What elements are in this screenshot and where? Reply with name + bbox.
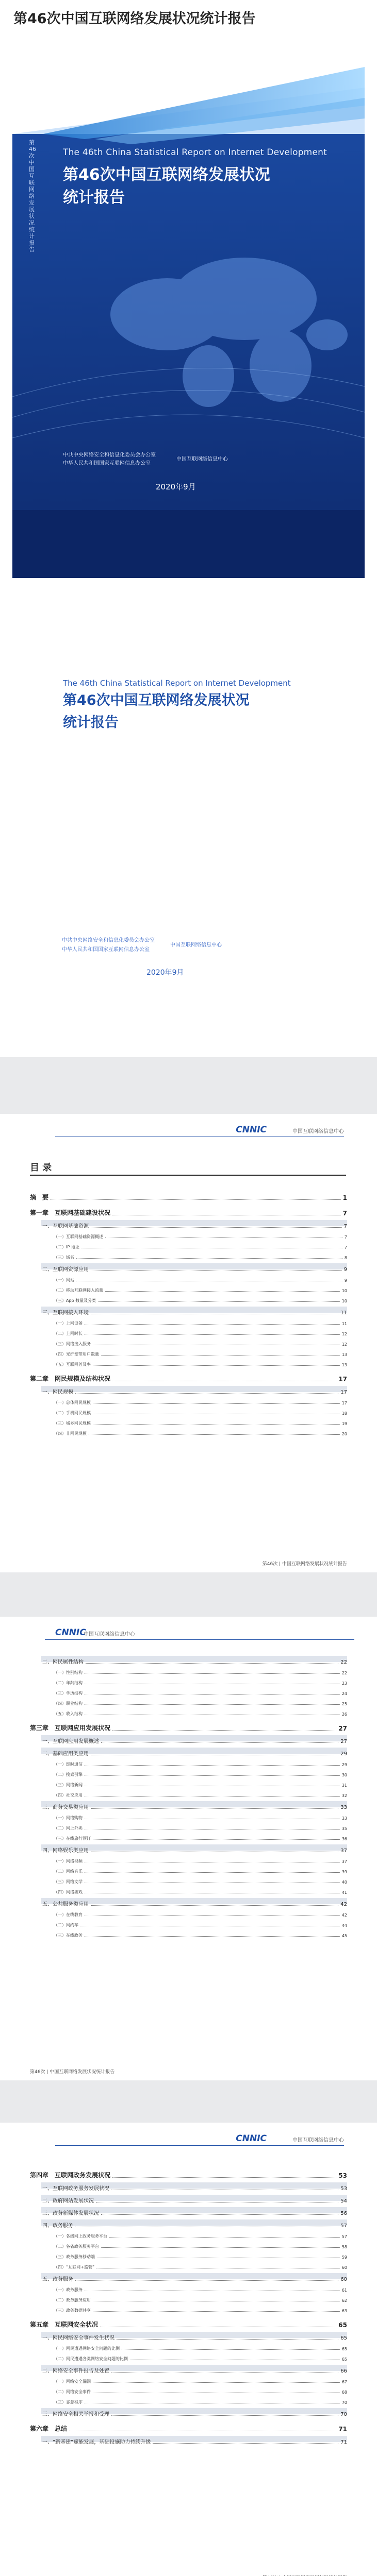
toc-entry-page: 65: [341, 2347, 347, 2351]
toc-leader-dots: [91, 1270, 342, 1271]
toc-entry-title: （一）总体网民规模: [54, 1400, 91, 1405]
toc-entry-title: 二、网络安全事件报告及处置: [42, 2368, 109, 2374]
toc-leader-dots: [122, 2349, 340, 2350]
toc-leader-dots: [85, 1872, 340, 1873]
toc-entry-page: 9: [344, 1278, 347, 1283]
toc-entry-page: 12: [341, 1332, 347, 1336]
toc-leader-dots: [85, 1334, 340, 1335]
toc-leader-dots: [75, 1393, 338, 1394]
toc-entry[interactable]: [30, 2313, 347, 2329]
title-page-issuer: 中共中央网络安全和信息化委员会办公室: [62, 938, 155, 943]
toc-entry-page: 23: [341, 1681, 347, 1686]
toc-entry-page: 65: [340, 2335, 347, 2341]
toc-leader-dots: [101, 1742, 338, 1743]
toc-entry-title: （二）网约车: [54, 1923, 78, 1927]
toc-entry[interactable]: [42, 2216, 347, 2229]
toc-entry-page: 71: [338, 2426, 347, 2433]
toc-entry[interactable]: [42, 1383, 347, 1395]
toc-entry-title: （二）网上外卖: [54, 1826, 83, 1831]
toc-entry[interactable]: [42, 1303, 347, 1316]
cover-title-line1: 第46次中国互联网络发展状况: [63, 166, 270, 184]
toc-entry-page: 70: [340, 2412, 347, 2417]
header-rule: [45, 1639, 354, 1640]
toc-entry-title: （四）“互联网+监管”: [54, 2265, 94, 2269]
toc-leader-dots: [85, 1324, 340, 1325]
toc-leader-dots: [91, 1808, 338, 1809]
toc-entry-page: 31: [341, 1783, 347, 1788]
toc-entry-title: （四）非网民规模: [54, 1431, 87, 1436]
toc-leader-dots: [91, 1905, 338, 1906]
toc-entry-title: （三）网络接入服务: [54, 1342, 91, 1346]
toc-entry-title: （二）年龄结构: [54, 1681, 83, 1685]
toc-entry-title: （一）网络视频: [54, 1859, 83, 1863]
toc-entry[interactable]: [54, 2384, 347, 2395]
toc-entry[interactable]: [54, 1706, 347, 1717]
toc-page-3: [12, 2123, 365, 2576]
toc-entry[interactable]: [54, 1767, 347, 1777]
toc-entry[interactable]: [54, 2374, 347, 2384]
toc-entry-page: 57: [341, 2234, 347, 2239]
toc-entry-page: 42: [340, 1902, 347, 1907]
toc-entry-page: 67: [341, 2380, 347, 2384]
toc-entry-title: （一）即时通信: [54, 1762, 83, 1767]
toc-entry-title: （三）网络文学: [54, 1879, 83, 1884]
toc-entry-page: 17: [341, 1401, 347, 1405]
toc-entry[interactable]: [54, 2229, 347, 2239]
toc-entry[interactable]: [54, 2341, 347, 2351]
toc-entry[interactable]: [54, 1347, 347, 1357]
toc-leader-dots: [85, 1936, 340, 1937]
toc-entry-page: 60: [340, 2277, 347, 2282]
toc-entry[interactable]: [54, 1907, 347, 1918]
toc-entry-page: 27: [340, 1739, 347, 1744]
toc-leader-dots: [101, 2214, 338, 2215]
article-title: 第46次中国互联网络发展状况统计报告: [13, 11, 256, 27]
toc-entry-title: 第一章 互联网基础建设状况: [30, 1209, 111, 1216]
toc-entry-page: 54: [340, 2198, 347, 2204]
toc-entry-page: 10: [341, 1299, 347, 1303]
page-gap: [0, 1057, 377, 1114]
toc-leader-dots: [89, 1434, 340, 1435]
toc-entry-title: 二、基础应用类应用: [42, 1751, 89, 1757]
toc-entry-page: 30: [341, 1773, 347, 1777]
toc-entry-title: 摘 要: [30, 1194, 49, 1201]
toc-entry[interactable]: [54, 1326, 347, 1336]
toc-entry-page: 68: [341, 2390, 347, 2395]
toc-entry[interactable]: [54, 1665, 347, 1675]
toc-leader-dots: [93, 2382, 340, 2383]
toc-entry-title: 一、互联网政务服务发展状况: [42, 2186, 109, 2192]
toc-leader-dots: [112, 2177, 336, 2178]
toc-leader-dots: [105, 1291, 340, 1292]
toc-entry[interactable]: [42, 2204, 347, 2216]
toc-entry-page: 24: [341, 1691, 347, 1696]
toc-entry-title: 五、公共服务类应用: [42, 1902, 89, 1907]
toc-entry-page: 12: [341, 1342, 347, 1347]
toc-entry-title: （三）在线旅行预订: [54, 1836, 91, 1841]
toc-entry-title: （二）IP 地址: [54, 1245, 79, 1249]
toc-entry[interactable]: [54, 2351, 347, 2362]
toc-entry-title: （三）域名: [54, 1255, 74, 1260]
toc-entry-page: 13: [341, 1363, 347, 1367]
toc-entry[interactable]: [42, 2270, 347, 2282]
toc-entry-title: 第二章 网民规模及结构状况: [30, 1375, 111, 1382]
toc-leader-dots: [109, 2237, 340, 2238]
toc-leader-dots: [85, 1796, 340, 1797]
toc-entry[interactable]: [42, 1732, 347, 1744]
toc-entry-title: （二）网络音乐: [54, 1869, 83, 1874]
toc-entry[interactable]: [54, 2239, 347, 2249]
toc-entry-page: 20: [341, 1432, 347, 1436]
toc-entry-title: （一）网民遭遇网络安全问题的比例: [54, 2346, 120, 2351]
toc-entry-page: 1: [342, 1194, 347, 1201]
toc-entry-title: （一）性别结构: [54, 1670, 83, 1675]
cover-issuer: 中华人民共和国国家互联网信息办公室: [63, 461, 151, 466]
toc-entry-page: 27: [338, 1725, 347, 1732]
toc-entry-page: 39: [341, 1870, 347, 1874]
toc-entry-page: 17: [338, 1376, 347, 1383]
toc-leader-dots: [93, 1424, 340, 1425]
toc-entry[interactable]: [54, 1854, 347, 1864]
toc-entry[interactable]: [54, 1696, 347, 1706]
title-page: [12, 578, 365, 1057]
toc-entry-page: 58: [341, 2245, 347, 2249]
title-page-issuer: 中国互联网络信息中心: [170, 942, 222, 948]
toc-entry-page: 13: [341, 1352, 347, 1357]
toc-entry-title: （一）政务服务: [54, 2287, 83, 2292]
toc-entry[interactable]: [30, 1201, 347, 1217]
toc-entry-page: 19: [341, 1421, 347, 1426]
toc-entry[interactable]: [54, 1810, 347, 1821]
toc-entry-page: 40: [341, 1880, 347, 1885]
toc-entry-page: 26: [341, 1712, 347, 1717]
toc-entry[interactable]: [42, 1798, 347, 1810]
toc-leader-dots: [153, 2443, 338, 2444]
toc-entry[interactable]: [30, 1367, 347, 1383]
toc-entry-page: 22: [341, 1671, 347, 1675]
toc-entry[interactable]: [54, 2303, 347, 2313]
toc-entry-title: 五、政务服务: [42, 2277, 73, 2282]
toc-entry-title: （一）互联网基础资源概述: [54, 1234, 103, 1239]
toc-page-1: CNNIC 中国互联网络信息中心 目 录 第46次 | 中国互联网络发展状况统计报告 摘 要 1 第一章 互联网基础建设状况 7 一、互联网基础资源 7 （一）互联网基础资源概述 7 （二）IP 地址 7 （三）域名 8 二、互联网资源应用 9 （一）网站 9 （二）移动互联网接入流量 10 （三）App 数量及分类 10 三、互联网接入环境 11 （一）上网设备 11 （二）上网时长 12 （三）网络接入服务 12 （四）光纤宽带用户数量 13 （五）互联网普及率 13 第二章 网民规模及结构状况 17 一、网民规模 17 （一）总体网民规模 17 （二）手机网民规模 18 （三）城乡网民规模 19 （四）非网民规模 20: [12, 1114, 365, 1572]
toc-entry-page: 18: [341, 1411, 347, 1416]
toc-entry-page: 37: [340, 1848, 347, 1854]
toc-entry-page: 7: [344, 1245, 347, 1250]
toc-entry-page: 59: [341, 2255, 347, 2260]
toc-entry-title: （三）在线政务: [54, 1933, 83, 1938]
toc-leader-dots: [85, 1704, 340, 1705]
toc-entry-page: 11: [341, 1321, 347, 1326]
toc-entry-page: 70: [341, 2400, 347, 2405]
toc-entry[interactable]: [54, 1918, 347, 1928]
toc-entry[interactable]: [54, 1395, 347, 1405]
toc-entry-title: （三）城乡网民规模: [54, 1421, 91, 1426]
toc-entry[interactable]: [30, 1717, 347, 1732]
toc-leader-dots: [117, 2339, 338, 2340]
toc-entry[interactable]: [54, 1426, 347, 1436]
toc-entry-page: 25: [341, 1702, 347, 1706]
toc-entry-page: 66: [340, 2368, 347, 2374]
toc-entry-title: 三、互联网接入环境: [42, 1310, 89, 1316]
toc-leader-dots: [51, 1199, 341, 1200]
toc-entry-title: 三、政务新媒体发展状况: [42, 2211, 99, 2216]
toc-leader-dots: [112, 1730, 336, 1731]
toc-entry-title: （四）光纤宽带用户数量: [54, 1352, 99, 1357]
title-page-title-line2: 统计报告: [63, 715, 119, 731]
toc-entry-title: 第六章 总结: [30, 2425, 68, 2432]
cover-date: 2020年9月: [156, 482, 196, 492]
toc-entry-page: 57: [340, 2223, 347, 2229]
toc-leader-dots: [111, 2415, 338, 2416]
toc-entry[interactable]: [42, 2405, 347, 2417]
toc-entry[interactable]: [54, 1273, 347, 1283]
toc-entry-page: 41: [341, 1890, 347, 1895]
toc-entry[interactable]: [54, 1405, 347, 1416]
toc-entry-title: （三）恶意程序: [54, 2400, 83, 2404]
toc-entry-title: 四、政务服务: [42, 2223, 73, 2229]
toc-entry[interactable]: [42, 2329, 347, 2341]
toc-entry-page: 53: [340, 2186, 347, 2192]
toc-entry[interactable]: [54, 1283, 347, 1293]
toc-leader-dots: [85, 1673, 340, 1674]
toc-entry-page: 9: [343, 1267, 347, 1273]
toc-entry-page: 61: [341, 2288, 347, 2293]
toc-entry-title: 一、互联网基础资源: [42, 1224, 89, 1229]
toc-entry-page: 35: [341, 1826, 347, 1831]
cnnic-logo: CNNIC: [55, 1628, 86, 1638]
toc-entry-title: （二）上网时长: [54, 1331, 83, 1336]
toc-leader-dots: [85, 1765, 340, 1766]
toc-entry-title: 一、互联网应用发展概述: [42, 1739, 99, 1744]
toc-entry[interactable]: [54, 1928, 347, 1938]
cover-title-line2: 统计报告: [63, 189, 125, 207]
toc-entry[interactable]: [54, 1416, 347, 1426]
toc-entry[interactable]: [54, 2395, 347, 2405]
toc-entry[interactable]: [54, 1864, 347, 1874]
toc-entry-page: 22: [340, 1659, 347, 1665]
toc-leader-dots: [91, 1227, 342, 1228]
toc-entry-page: 32: [341, 1793, 347, 1798]
toc-entry-title: （三）网络新闻: [54, 1783, 83, 1787]
toc-leader-dots: [93, 2311, 340, 2312]
title-page-english: The 46th China Statistical Report on Internet Development: [63, 679, 291, 688]
toc-entry-page: 63: [341, 2309, 347, 2313]
cover-english-title: The 46th China Statistical Report on Internet Development: [63, 147, 327, 158]
toc-entry[interactable]: [54, 2260, 347, 2270]
toc-entry-page: 17: [340, 1389, 347, 1395]
toc-entry-page: 65: [338, 2321, 347, 2329]
toc-entry-title: 二、政府网站发展状况: [42, 2198, 94, 2204]
toc-entry-page: 11: [340, 1310, 347, 1316]
toc-entry-page: 56: [340, 2211, 347, 2216]
toc-leader-dots: [101, 2247, 340, 2248]
toc-entry-title: （二）政务服务应用: [54, 2298, 91, 2302]
title-page-date: 2020年9月: [146, 969, 184, 977]
toc-entry[interactable]: [54, 1336, 347, 1347]
toc-entry[interactable]: [42, 1653, 347, 1665]
toc-entry[interactable]: [54, 2249, 347, 2260]
toc-leader-dots: [85, 1775, 340, 1776]
toc-entry[interactable]: [42, 2179, 347, 2192]
toc-entry-page: 33: [341, 1816, 347, 1821]
toc-title: 目 录: [30, 1162, 52, 1173]
toc-entry-title: 三、网络安全相关举报和受理: [42, 2412, 109, 2417]
toc-entry[interactable]: [42, 1895, 347, 1907]
toc-leader-dots: [86, 1663, 338, 1664]
toc-entry-title: 第四章 互联网政务发展状况: [30, 2172, 111, 2179]
toc-entry[interactable]: [42, 2362, 347, 2374]
cover-artwork: [12, 57, 365, 578]
toc-entry[interactable]: [42, 1841, 347, 1854]
toc-entry-page: 10: [341, 1289, 347, 1293]
toc-entry-title: （四）职业结构: [54, 1701, 83, 1706]
page-gap: [0, 1572, 377, 1617]
header-org-name: 中国互联网络信息中心: [292, 2138, 344, 2143]
title-page-title-line1: 第46次中国互联网络发展状况: [63, 692, 250, 708]
toc-entry-title: 一、网民网络安全事件发生状况: [42, 2335, 114, 2341]
toc-entry-title: （五）收入结构: [54, 1711, 83, 1716]
toc-entry-title: （一）网络安全漏洞: [54, 2379, 91, 2384]
toc-entry-page: 45: [341, 1934, 347, 1938]
toc-entry-title: 第五章 互联网安全状况: [30, 2321, 99, 2328]
toc-entry[interactable]: [42, 1217, 347, 1229]
title-page-issuer: 中华人民共和国国家互联网信息办公室: [62, 947, 150, 953]
toc-entry[interactable]: [54, 1885, 347, 1895]
header-rule: [55, 2145, 344, 2146]
cnnic-logo: CNNIC: [236, 1125, 267, 1135]
header-org-name: 中国互联网络信息中心: [84, 1632, 135, 1637]
toc-entry[interactable]: [42, 1260, 347, 1273]
cover-vertical-title: 第46次中国互联网络发展状况统计报告: [29, 139, 36, 253]
toc-entry-title: （一）上网设备: [54, 1321, 83, 1326]
toc-leader-dots: [98, 1301, 340, 1302]
toc-entry-title: （二）网络安全事件: [54, 2389, 91, 2394]
toc-entry-title: 四、网络娱乐类应用: [42, 1848, 89, 1854]
toc-entry-page: 36: [341, 1837, 347, 1841]
toc-entry[interactable]: [54, 1229, 347, 1240]
toc-leader-dots: [76, 1258, 342, 1259]
toc-entry-page: 71: [340, 2439, 347, 2445]
toc-entry-title: （二）网民遭遇各类网络安全问题的比例: [54, 2357, 128, 2361]
toc-entry-title: （一）网站: [54, 1278, 74, 1282]
toc-entry-page: 29: [340, 1751, 347, 1757]
toc-leader-dots: [93, 1365, 340, 1366]
toc-entry[interactable]: [30, 2164, 347, 2179]
cover-issuer: 中国互联网络信息中心: [176, 456, 228, 462]
toc-entry-page: 62: [341, 2298, 347, 2303]
toc-page-2: CNNIC 中国互联网络信息中心 第46次 | 中国互联网络发展状况统计报告 二、网民属性结构 22 （一）性别结构 22 （二）年龄结构 23 （三）学历结构 24 （四）职业结构 25 （五）收入结构 26 第三章 互联网应用发展状况 27 一、互联网应用发展概述 27 二、基础应用类应用 29 （一）即时通信 29 （二）搜索引擎 30 （三）网络新闻 31 （四）社交应用 32 三、商务交易类应用 33 （一）网络购物 33 （二）网上外卖 35 （三）在线旅行预订 36 四、网络娱乐类应用 37 （一）网络视频 37 （二）网络音乐 39 （三）网络文学 40 （四）网络游戏 41 五、公共服务类应用 42 （一）在线教育 42 （二）网约车 44 （三）在线政务 45: [12, 1617, 365, 2080]
report-cover: [12, 57, 365, 578]
toc-entry[interactable]: [54, 2293, 347, 2303]
toc-entry-page: 37: [341, 1859, 347, 1864]
toc-entry-title: （四）网络游戏: [54, 1890, 83, 1894]
page-gap: [0, 2080, 377, 2123]
toc-entry[interactable]: [54, 1316, 347, 1326]
toc-entry[interactable]: [54, 1788, 347, 1798]
toc-entry[interactable]: [30, 2417, 347, 2433]
toc-entry[interactable]: [54, 1686, 347, 1696]
toc-entry-title: 一、网民规模: [42, 1389, 73, 1395]
toc-leader-dots: [75, 2280, 338, 2281]
toc-entry-title: （三）App 数量及分类: [54, 1298, 96, 1303]
toc-entry-title: （二）搜索引擎: [54, 1772, 83, 1777]
toc-entry[interactable]: [54, 1874, 347, 1885]
toc-entry-title: 第三章 互联网应用发展状况: [30, 1724, 111, 1732]
toc-entry-page: 8: [344, 1256, 347, 1260]
toc-entry[interactable]: [54, 1757, 347, 1767]
toc-entry-title: （二）各省政务服务平台: [54, 2244, 99, 2249]
toc-entry-title: （三）政务服务移动端: [54, 2255, 95, 2259]
toc-entry[interactable]: [42, 1744, 347, 1757]
toc-leader-dots: [93, 1839, 340, 1840]
toc-entry[interactable]: [54, 1831, 347, 1841]
toc-entry-page: 7: [342, 1210, 347, 1217]
toc-entry-title: 三、商务交易类应用: [42, 1805, 89, 1810]
toc-entry-page: 60: [341, 2265, 347, 2270]
toc-entry-page: 7: [344, 1235, 347, 1240]
toc-entry[interactable]: [54, 1675, 347, 1686]
toc-entry[interactable]: [54, 1250, 347, 1260]
toc-entry-page: 42: [341, 1913, 347, 1918]
toc-entry-page: 7: [343, 1224, 347, 1229]
cover-issuer: 中共中央网络安全和信息化委员会办公室: [63, 452, 156, 458]
header-org-name: 中国互联网络信息中心: [292, 1129, 344, 1134]
toc-entry-title: （三）政务数据共享: [54, 2308, 91, 2313]
toc-entry[interactable]: [54, 1240, 347, 1250]
toc-entry[interactable]: [54, 1821, 347, 1831]
toc-title-rule: [30, 1175, 346, 1176]
toc-entry[interactable]: [54, 2282, 347, 2293]
toc-entry-title: （五）互联网普及率: [54, 1362, 91, 1367]
toc-entry[interactable]: [42, 2192, 347, 2204]
toc-leader-dots: [93, 1403, 340, 1404]
toc-entry[interactable]: [30, 1186, 347, 1201]
toc-entry-title: 二、互联网资源应用: [42, 1267, 89, 1273]
toc-entry-title: （三）学历结构: [54, 1691, 83, 1696]
toc-entry-page: 33: [340, 1805, 347, 1810]
toc-entry-title: （四）社交应用: [54, 1793, 83, 1798]
toc-entry-title: （一）网络购物: [54, 1816, 83, 1820]
toc-entry-title: 一、“新基建”赋能发展，基础设施助力持续升级: [42, 2439, 151, 2445]
toc-entry-title: 二、网民属性结构: [42, 1659, 84, 1665]
toc-entry-page: 65: [341, 2357, 347, 2362]
toc-entry[interactable]: [42, 2433, 347, 2445]
cnnic-logo: CNNIC: [236, 2133, 267, 2144]
toc-entry-title: （二）手机网民规模: [54, 1411, 91, 1415]
toc-entry[interactable]: [54, 1293, 347, 1303]
toc-entry-title: （一）各级网上政务服务平台: [54, 2234, 107, 2239]
toc-entry[interactable]: [54, 1357, 347, 1367]
toc-entry-page: 44: [341, 1923, 347, 1928]
toc-entry-page: 29: [341, 1762, 347, 1767]
toc-entry-title: （一）在线教育: [54, 1912, 83, 1917]
toc-entry[interactable]: [54, 1777, 347, 1788]
toc-entry-title: （二）移动互联网接入流量: [54, 1288, 103, 1293]
toc-entry-page: 53: [338, 2172, 347, 2179]
